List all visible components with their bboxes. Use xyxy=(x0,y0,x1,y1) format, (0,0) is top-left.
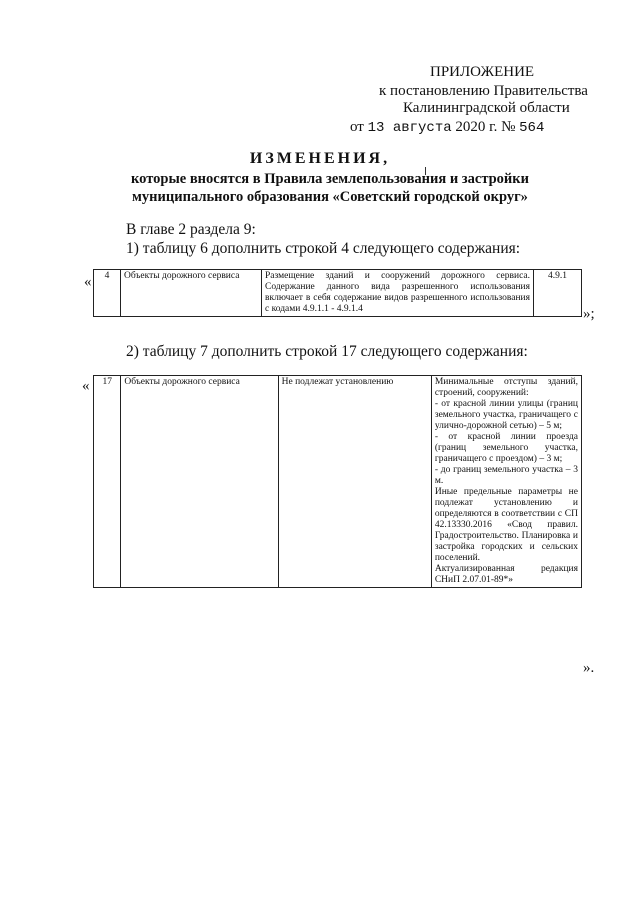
intro-text: В главе 2 раздела 9: xyxy=(126,221,256,238)
table6-open-quote: « xyxy=(84,274,92,290)
item-1-text: 1) таблицу 6 дополнить строкой 4 следующего содержания: xyxy=(126,240,521,257)
date-number: 564 xyxy=(519,120,545,136)
table7-close-quote: ». xyxy=(583,660,595,676)
appendix-title: ПРИЛОЖЕНИЕ xyxy=(430,64,535,80)
params-line: - от красной линии проезда (границ земельного участка, граничащего с проездом) – 3 м; xyxy=(434,432,578,464)
date-day-month: 13 августа xyxy=(367,120,452,136)
table-6-row xyxy=(93,269,582,317)
table6-name-cell: Объекты дорожного сервиса xyxy=(121,270,262,317)
subtitle-line-1: которые вносятся в Правила землепользования и застройки xyxy=(131,171,529,187)
params-line: Минимальные отступы зданий, строений, сооружений: xyxy=(434,377,578,398)
table-row xyxy=(94,376,582,588)
table6-code-cell: 4.9.1 xyxy=(534,270,582,317)
params-line: - до границ земельного участка – 3 м. xyxy=(434,465,578,486)
table-7-row xyxy=(93,375,582,588)
table7-open-quote: « xyxy=(82,378,90,394)
document-title: ИЗМЕНЕНИЯ, xyxy=(249,150,391,167)
subtitle-line-2: муниципального образования «Советский городской округ» xyxy=(132,189,528,205)
table6-description-cell: Размещение зданий и сооружений дорожного сервиса. Содержание данного вида разрешенного использования включает в себя содержание видов разрешенного использования с кодами 4.9.1.1 - 4.9.1.4 xyxy=(262,270,534,317)
params-line: Актуализированная редакция СНиП 2.07.01-89*» xyxy=(434,564,578,585)
table6-num-cell: 4 xyxy=(94,270,121,317)
table6-close-quote: »; xyxy=(583,306,595,322)
table7-params-cell xyxy=(431,376,581,588)
date-prefix: от xyxy=(350,119,364,135)
appendix-date-line xyxy=(350,118,544,137)
date-number-label: № xyxy=(501,119,516,135)
appendix-line-region: Калининградской области xyxy=(403,100,570,116)
appendix-line-decree: к постановлению Правительства xyxy=(379,83,588,99)
table-row xyxy=(94,270,582,317)
table7-num-cell: 17 xyxy=(94,376,121,588)
item-2-text: 2) таблицу 7 дополнить строкой 17 следующего содержания: xyxy=(126,343,528,360)
table7-name-cell: Объекты дорожного сервиса xyxy=(121,376,278,588)
params-line: Иные предельные параметры не подлежат установлению и определяются в соответствии с СП 42.13330.2016 «Свод правил. Градостроительство. Планировка и застройка городских и сельских поселений. xyxy=(434,487,578,563)
date-year: 2020 г. xyxy=(455,119,498,135)
params-line: - от красной линии улицы (границ земельного участка, граничащего с улично-дорожной сетью) – 5 м; xyxy=(434,399,578,431)
document-subtitle xyxy=(90,170,570,206)
table7-status-cell: Не подлежат установлению xyxy=(278,376,431,588)
